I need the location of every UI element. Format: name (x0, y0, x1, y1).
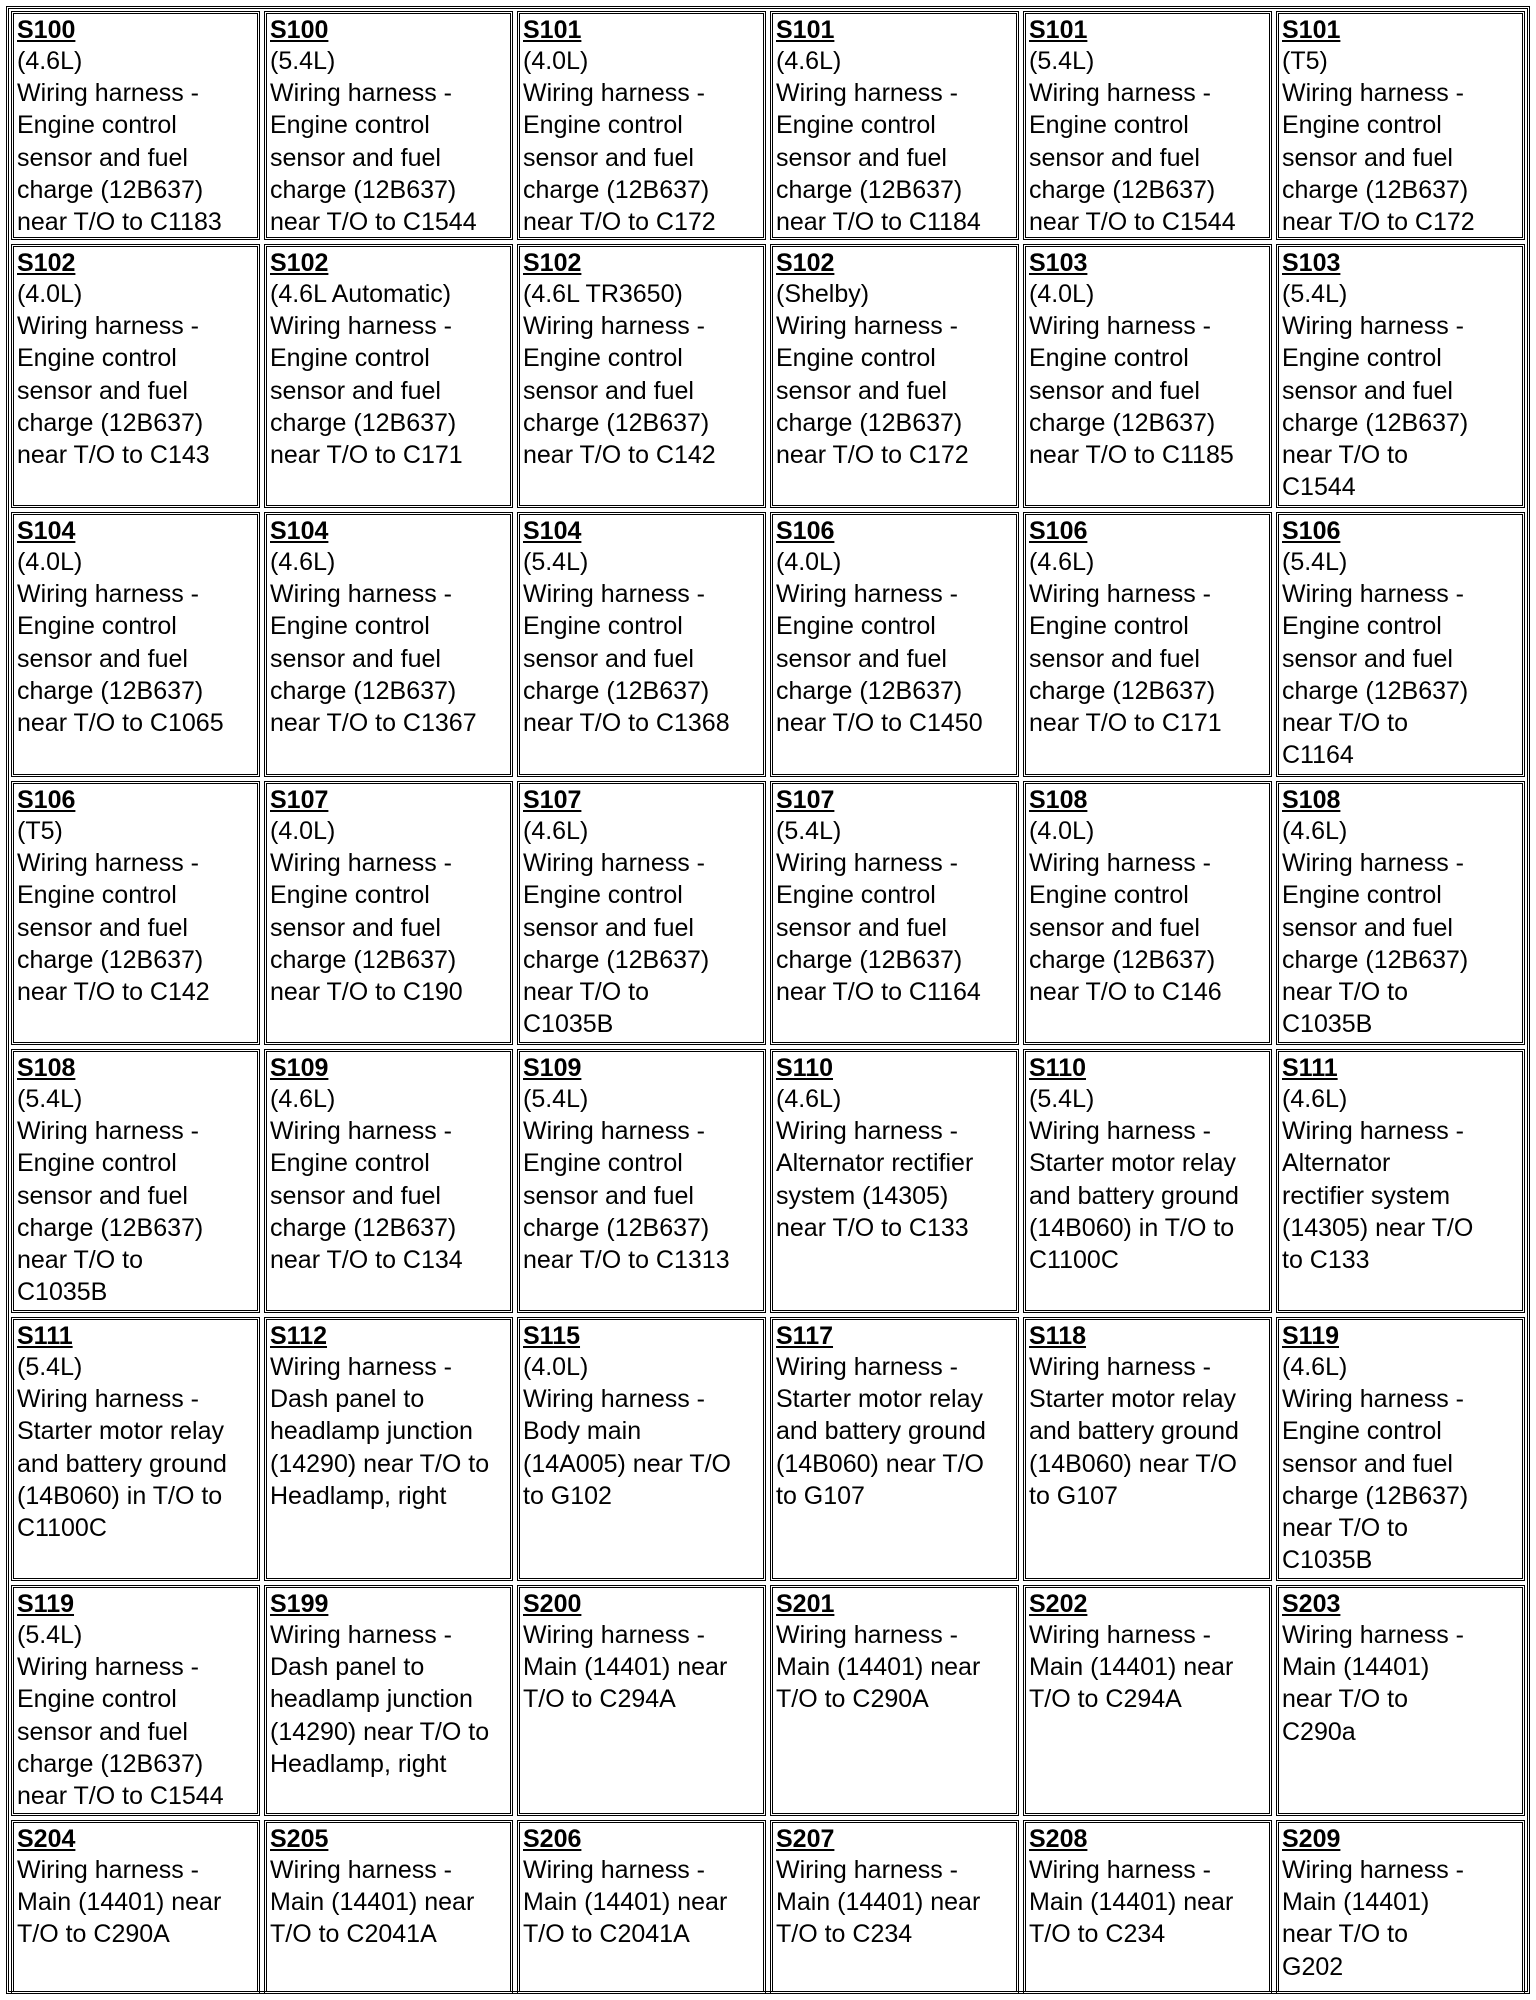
splice-description: Wiring harness - Alternator rectifier system (14305) near T/O to C133 (1282, 1117, 1474, 1275)
splice-cell (1276, 1317, 1525, 1581)
splice-code: S101 (523, 16, 582, 44)
splice-location-table (6, 6, 1530, 1994)
splice-code: S104 (270, 517, 329, 545)
splice-code: S109 (523, 1054, 582, 1082)
splice-description: Wiring harness - Main (14401) near T/O to C290A (17, 1856, 222, 1949)
splice-cell (517, 1585, 766, 1816)
splice-code: S115 (523, 1322, 581, 1350)
splice-cell (264, 1585, 513, 1816)
splice-variant: (4.0L) (17, 548, 83, 576)
splice-variant: (4.0L) (523, 1353, 589, 1381)
splice-cell (11, 512, 260, 777)
splice-cell (1023, 1317, 1272, 1581)
splice-description: Wiring harness - Engine control sensor and fuel charge (12B637) near T/O to C142 (523, 312, 716, 470)
splice-cell (770, 512, 1019, 777)
splice-code: S110 (776, 1054, 834, 1082)
splice-description: Wiring harness - Main (14401) near T/O to C234 (1029, 1856, 1234, 1949)
splice-cell (517, 244, 766, 508)
splice-description: Wiring harness - Engine control sensor and fuel charge (12B637) near T/O to C1035B (17, 1117, 204, 1307)
splice-variant: (4.0L) (1029, 280, 1095, 308)
splice-cell (1023, 781, 1272, 1045)
splice-code: S102 (270, 249, 329, 277)
splice-description: Wiring harness - Engine control sensor and fuel charge (12B637) near T/O to C1544 (1282, 312, 1469, 502)
splice-code: S203 (1282, 1590, 1341, 1618)
splice-variant: (4.6L) (1282, 1353, 1348, 1381)
splice-cell (264, 1820, 513, 1994)
splice-variant: (5.4L) (523, 1085, 589, 1113)
splice-cell (517, 1317, 766, 1581)
splice-cell (1276, 244, 1525, 508)
splice-variant: (5.4L) (523, 548, 589, 576)
splice-cell (11, 244, 260, 508)
splice-code: S111 (1282, 1054, 1338, 1082)
splice-description: Wiring harness - Dash panel to headlamp junction (14290) near T/O to Headlamp, right (270, 1621, 490, 1778)
splice-variant: (T5) (17, 817, 63, 845)
splice-description: Wiring harness - Engine control sensor and fuel charge (12B637) near T/O to C1313 (523, 1117, 730, 1275)
splice-cell (770, 244, 1019, 508)
splice-code: S101 (1282, 16, 1341, 44)
splice-description: Wiring harness - Starter motor relay and battery ground (14B060) near T/O to G107 (1029, 1353, 1239, 1510)
splice-description: Wiring harness - Main (14401) near T/O to C290a (1282, 1621, 1464, 1746)
splice-code: S106 (776, 517, 835, 545)
splice-code: S102 (17, 249, 76, 277)
splice-cell (517, 512, 766, 777)
splice-cell (770, 1049, 1019, 1313)
splice-description: Wiring harness - Engine control sensor and fuel charge (12B637) near T/O to C172 (1282, 79, 1475, 237)
splice-code: S209 (1282, 1825, 1341, 1853)
splice-code: S103 (1282, 249, 1341, 277)
splice-variant: (4.6L) (1029, 548, 1095, 576)
splice-variant: (4.6L) (776, 47, 842, 75)
splice-description: Wiring harness - Engine control sensor and fuel charge (12B637) near T/O to C1035B (1282, 1385, 1469, 1575)
splice-variant: (4.0L) (523, 47, 589, 75)
splice-description: Wiring harness - Engine control sensor and fuel charge (12B637) near T/O to C1368 (523, 580, 730, 738)
splice-variant: (4.6L Automatic) (270, 280, 452, 308)
splice-description: Wiring harness - Main (14401) near T/O to C234 (776, 1856, 981, 1949)
splice-variant: (4.6L) (1282, 817, 1348, 845)
splice-cell (1276, 512, 1525, 777)
splice-description: Wiring harness - Engine control sensor and fuel charge (12B637) near T/O to C172 (523, 79, 716, 237)
splice-description: Wiring harness - Starter motor relay and battery ground (14B060) near T/O to G107 (776, 1353, 986, 1510)
splice-cell (11, 1049, 260, 1313)
splice-description: Wiring harness - Engine control sensor and fuel charge (12B637) near T/O to C143 (17, 312, 210, 470)
splice-code: S103 (1029, 249, 1088, 277)
splice-description: Wiring harness - Engine control sensor and fuel charge (12B637) near T/O to C1367 (270, 580, 477, 738)
splice-code: S206 (523, 1825, 582, 1853)
splice-cell (1023, 244, 1272, 508)
splice-description: Wiring harness - Starter motor relay and battery ground (14B060) in T/O to C1100C (1029, 1117, 1239, 1275)
splice-cell (1023, 1820, 1272, 1994)
splice-variant: (4.0L) (270, 817, 336, 845)
splice-code: S106 (1282, 517, 1341, 545)
splice-cell (517, 781, 766, 1045)
splice-variant: (4.6L) (523, 817, 589, 845)
splice-variant: (5.4L) (1029, 1085, 1095, 1113)
splice-code: S106 (17, 786, 76, 814)
splice-code: S104 (523, 517, 582, 545)
splice-description: Wiring harness - Main (14401) near T/O to C2041A (270, 1856, 475, 1949)
splice-description: Wiring harness - Engine control sensor and fuel charge (12B637) near T/O to C146 (1029, 849, 1222, 1007)
splice-variant: (5.4L) (776, 817, 842, 845)
splice-description: Wiring harness - Main (14401) near T/O to G202 (1282, 1856, 1464, 1981)
splice-variant: (4.0L) (776, 548, 842, 576)
splice-cell (11, 11, 260, 240)
splice-code: S108 (1282, 786, 1341, 814)
splice-description: Wiring harness - Main (14401) near T/O to C2041A (523, 1856, 728, 1949)
splice-description: Wiring harness - Engine control sensor and fuel charge (12B637) near T/O to C172 (776, 312, 969, 470)
splice-description: Wiring harness - Engine control sensor and fuel charge (12B637) near T/O to C171 (1029, 580, 1222, 738)
splice-cell (517, 1820, 766, 1994)
splice-code: S107 (776, 786, 835, 814)
splice-variant: (4.6L) (270, 548, 336, 576)
splice-code: S199 (270, 1590, 329, 1618)
splice-code: S110 (1029, 1054, 1087, 1082)
splice-variant: (4.6L) (1282, 1085, 1348, 1113)
splice-cell (264, 512, 513, 777)
splice-cell (1023, 11, 1272, 240)
splice-description: Wiring harness - Starter motor relay and battery ground (14B060) in T/O to C1100C (17, 1385, 227, 1543)
splice-code: S118 (1029, 1322, 1087, 1350)
splice-code: S102 (523, 249, 582, 277)
splice-code: S111 (17, 1322, 73, 1350)
splice-cell (11, 1585, 260, 1816)
splice-code: S207 (776, 1825, 835, 1853)
splice-cell (11, 1317, 260, 1581)
splice-code: S101 (776, 16, 835, 44)
splice-variant: (T5) (1282, 47, 1328, 75)
splice-cell (264, 781, 513, 1045)
splice-cell (1276, 1049, 1525, 1313)
splice-code: S100 (17, 16, 76, 44)
splice-description: Wiring harness - Engine control sensor and fuel charge (12B637) near T/O to C1164 (776, 849, 981, 1007)
splice-code: S108 (17, 1054, 76, 1082)
splice-variant: (Shelby) (776, 280, 870, 308)
splice-description: Wiring harness - Engine control sensor and fuel charge (12B637) near T/O to C1544 (1029, 79, 1236, 237)
splice-description: Wiring harness - Alternator rectifier system (14305) near T/O to C133 (776, 1117, 974, 1242)
splice-code: S204 (17, 1825, 76, 1853)
splice-code: S208 (1029, 1825, 1088, 1853)
splice-description: Wiring harness - Engine control sensor and fuel charge (12B637) near T/O to C1065 (17, 580, 224, 738)
splice-cell (1276, 11, 1525, 240)
splice-cell (770, 11, 1019, 240)
splice-code: S107 (523, 786, 582, 814)
splice-variant: (5.4L) (1029, 47, 1095, 75)
splice-cell (1023, 512, 1272, 777)
splice-code: S112 (270, 1322, 328, 1350)
splice-cell (770, 1317, 1019, 1581)
splice-variant: (5.4L) (1282, 280, 1348, 308)
splice-description: Wiring harness - Body main (14A005) near T/O to G102 (523, 1385, 731, 1510)
splice-description: Wiring harness - Engine control sensor and fuel charge (12B637) near T/O to C1185 (1029, 312, 1234, 470)
splice-variant: (4.6L) (270, 1085, 336, 1113)
splice-code: S119 (17, 1590, 75, 1618)
splice-cell (770, 781, 1019, 1045)
splice-description: Wiring harness - Engine control sensor and fuel charge (12B637) near T/O to C134 (270, 1117, 463, 1275)
splice-description: Wiring harness - Engine control sensor and fuel charge (12B637) near T/O to C142 (17, 849, 210, 1007)
splice-code: S205 (270, 1825, 329, 1853)
splice-cell (1023, 1585, 1272, 1816)
splice-variant: (4.6L) (776, 1085, 842, 1113)
splice-variant: (4.6L TR3650) (523, 280, 683, 308)
splice-code: S100 (270, 16, 329, 44)
splice-cell (11, 1820, 260, 1994)
splice-code: S107 (270, 786, 329, 814)
splice-code: S202 (1029, 1590, 1088, 1618)
splice-cell (264, 1049, 513, 1313)
splice-variant: (4.0L) (1029, 817, 1095, 845)
splice-description: Wiring harness - Main (14401) near T/O to C290A (776, 1621, 981, 1714)
splice-cell (1276, 1820, 1525, 1994)
splice-code: S106 (1029, 517, 1088, 545)
splice-code: S201 (776, 1590, 835, 1618)
splice-description: Wiring harness - Main (14401) near T/O to C294A (523, 1621, 728, 1714)
splice-variant: (5.4L) (1282, 548, 1348, 576)
splice-code: S108 (1029, 786, 1088, 814)
splice-variant: (4.6L) (17, 47, 83, 75)
splice-description: Wiring harness - Engine control sensor and fuel charge (12B637) near T/O to C171 (270, 312, 463, 470)
splice-description: Wiring harness - Main (14401) near T/O to C294A (1029, 1621, 1234, 1714)
splice-cell (264, 244, 513, 508)
splice-cell (264, 1317, 513, 1581)
splice-variant: (5.4L) (17, 1353, 83, 1381)
splice-code: S104 (17, 517, 76, 545)
splice-description: Wiring harness - Engine control sensor and fuel charge (12B637) near T/O to C1183 (17, 79, 222, 237)
splice-cell (770, 1820, 1019, 1994)
splice-code: S102 (776, 249, 835, 277)
splice-description: Wiring harness - Engine control sensor and fuel charge (12B637) near T/O to C1164 (1282, 580, 1469, 770)
splice-description: Wiring harness - Dash panel to headlamp junction (14290) near T/O to Headlamp, right (270, 1353, 490, 1510)
splice-code: S200 (523, 1590, 582, 1618)
splice-variant: (5.4L) (17, 1621, 83, 1649)
splice-description: Wiring harness - Engine control sensor and fuel charge (12B637) near T/O to C1035B (523, 849, 710, 1039)
splice-cell (1023, 1049, 1272, 1313)
splice-cell (1276, 781, 1525, 1045)
splice-variant: (4.0L) (17, 280, 83, 308)
splice-cell (1276, 1585, 1525, 1816)
splice-code: S101 (1029, 16, 1088, 44)
splice-description: Wiring harness - Engine control sensor and fuel charge (12B637) near T/O to C1035B (1282, 849, 1469, 1039)
splice-description: Wiring harness - Engine control sensor and fuel charge (12B637) near T/O to C1450 (776, 580, 983, 738)
splice-code: S119 (1282, 1322, 1340, 1350)
splice-variant: (5.4L) (17, 1085, 83, 1113)
splice-code: S109 (270, 1054, 329, 1082)
splice-cell (11, 781, 260, 1045)
splice-cell (770, 1585, 1019, 1816)
splice-cell (264, 11, 513, 240)
splice-code: S117 (776, 1322, 834, 1350)
splice-description: Wiring harness - Engine control sensor and fuel charge (12B637) near T/O to C1544 (270, 79, 477, 237)
splice-cell (517, 11, 766, 240)
splice-description: Wiring harness - Engine control sensor and fuel charge (12B637) near T/O to C1184 (776, 79, 981, 237)
splice-variant: (5.4L) (270, 47, 336, 75)
splice-cell (517, 1049, 766, 1313)
splice-description: Wiring harness - Engine control sensor and fuel charge (12B637) near T/O to C1544 (17, 1653, 224, 1811)
splice-description: Wiring harness - Engine control sensor and fuel charge (12B637) near T/O to C190 (270, 849, 463, 1007)
